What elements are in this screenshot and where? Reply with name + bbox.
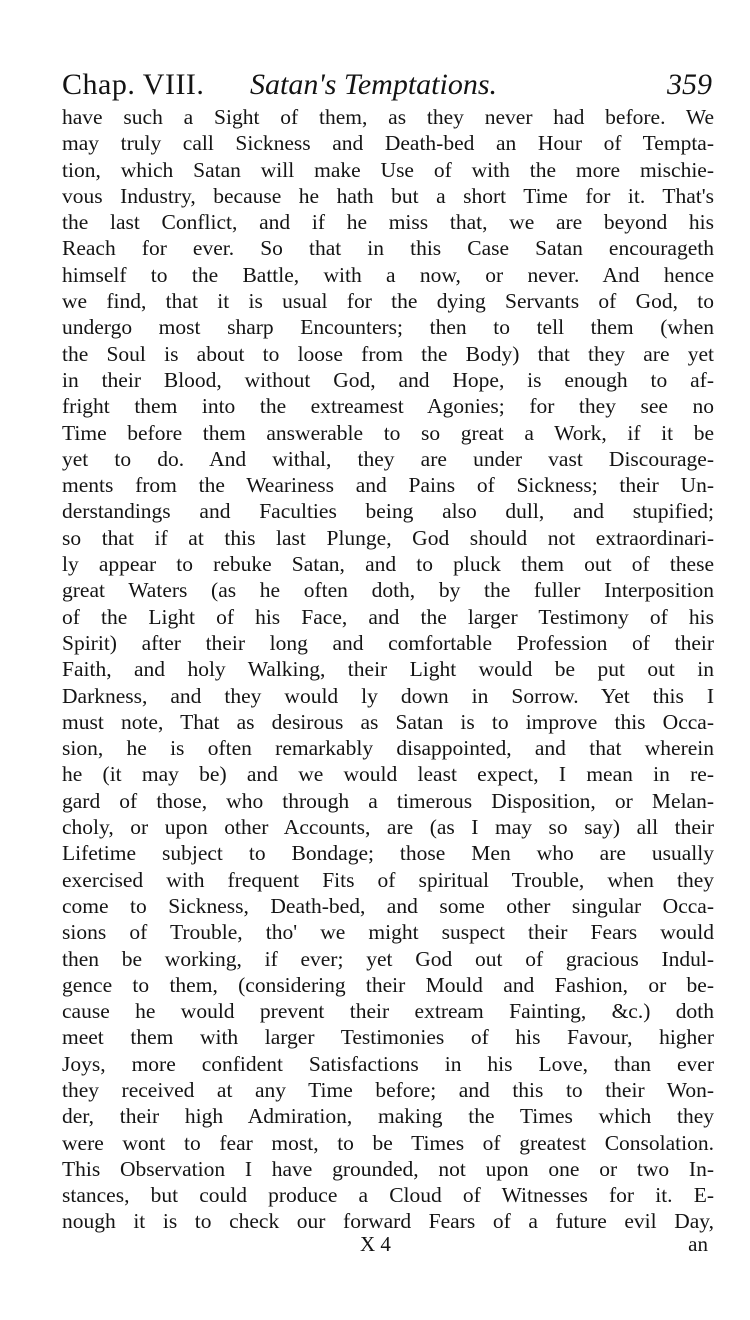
text-line: he (it may be) and we would least expect, I mean in re- [62,762,714,787]
page-footer [62,1232,714,1262]
text-line: gence to them, (considering their Mould and Fashion, or be- [62,972,714,997]
text-line: choly, or upon other Accounts, are (as I may so say) all their [62,815,714,840]
text-line: sions of Trouble, tho' we might suspect their Fears would [62,920,714,945]
text-line: fright them into the extreamest Agonies; for they see no [62,394,714,419]
text-line: must note, That as desirous as Satan is to improve this Occa- [62,709,714,734]
text-line: der, their high Admiration, making the Times which they [62,1104,714,1129]
text-line: have such a Sight of them, as they never had before. We [62,105,714,129]
text-line: cause he would prevent their extream Fainting, &c.) doth [62,999,714,1024]
text-line: This Observation I have grounded, not upon one or two In- [62,1156,714,1181]
text-line: himself to the Battle, with a now, or never. And hence [62,262,714,287]
text-line: Joys, more confident Satisfactions in his Love, than ever [62,1051,714,1076]
text-line: the last Conflict, and if he miss that, we are beyond his [62,210,714,235]
text-line: nough it is to check our forward Fears of a future evil Day, [62,1209,714,1234]
page-number: 359 [667,68,712,101]
text-line: we find, that it is usual for the dying Servants of God, to [62,289,714,314]
text-line: the Soul is about to loose from the Body) that they are yet [62,341,714,366]
text-line: Darkness, and they would ly down in Sorrow. Yet this I [62,683,714,708]
text-line: Faith, and holy Walking, their Light would be put out in [62,657,714,682]
body-text [62,104,714,1235]
text-line: yet to do. And withal, they are under vast Discourage- [62,446,714,471]
text-line: vous Industry, because he hath but a short Time for it. That's [62,183,714,208]
text-line: they received at any Time before; and this to their Won- [62,1077,714,1102]
chapter-label: Chap. VIII. [62,68,205,101]
text-line: so that if at this last Plunge, God should not extraordinari- [62,525,714,550]
text-line: were wont to fear most, to be Times of greatest Consolation. [62,1130,714,1155]
text-line: then be working, if ever; yet God out of gracious Indul- [62,946,714,971]
text-line: Reach for ever. So that in this Case Satan encourageth [62,236,714,261]
text-line: stances, but could produce a Cloud of Witnesses for it. E- [62,1183,714,1208]
text-line: gard of those, who through a timerous Disposition, or Melan- [62,788,714,813]
text-line: great Waters (as he often doth, by the fuller Interposition [62,578,714,603]
text-line: in their Blood, without God, and Hope, is enough to af- [62,367,714,392]
running-header [62,68,712,108]
text-line: Spirit) after their long and comfortable Profession of their [62,630,714,655]
text-line: undergo most sharp Encounters; then to tell them (when [62,315,714,340]
text-line: ments from the Weariness and Pains of Sickness; their Un- [62,473,714,498]
text-line: Time before them answerable to so great a Work, if it be [62,420,714,445]
text-line: tion, which Satan will make Use of with the more mischie- [62,157,714,182]
text-line: meet them with larger Testimonies of his Favour, higher [62,1025,714,1050]
catchword: an [688,1232,708,1256]
text-line: exercised with frequent Fits of spiritual Trouble, when they [62,867,714,892]
text-line: come to Sickness, Death-bed, and some other singular Occa- [62,893,714,918]
text-line: may truly call Sickness and Death-bed an Hour of Tempta- [62,131,714,156]
text-line: derstandings and Faculties being also dull, and stupified; [62,499,714,524]
running-title: Satan's Temptations. [250,68,498,101]
text-line: of the Light of his Face, and the larger Testimony of his [62,604,714,629]
text-line: sion, he is often remarkably disappointed, and that wherein [62,736,714,761]
text-line: Lifetime subject to Bondage; those Men who are usually [62,841,714,866]
signature-mark: X 4 [360,1232,391,1256]
text-line: ly appear to rebuke Satan, and to pluck them out of these [62,552,714,577]
